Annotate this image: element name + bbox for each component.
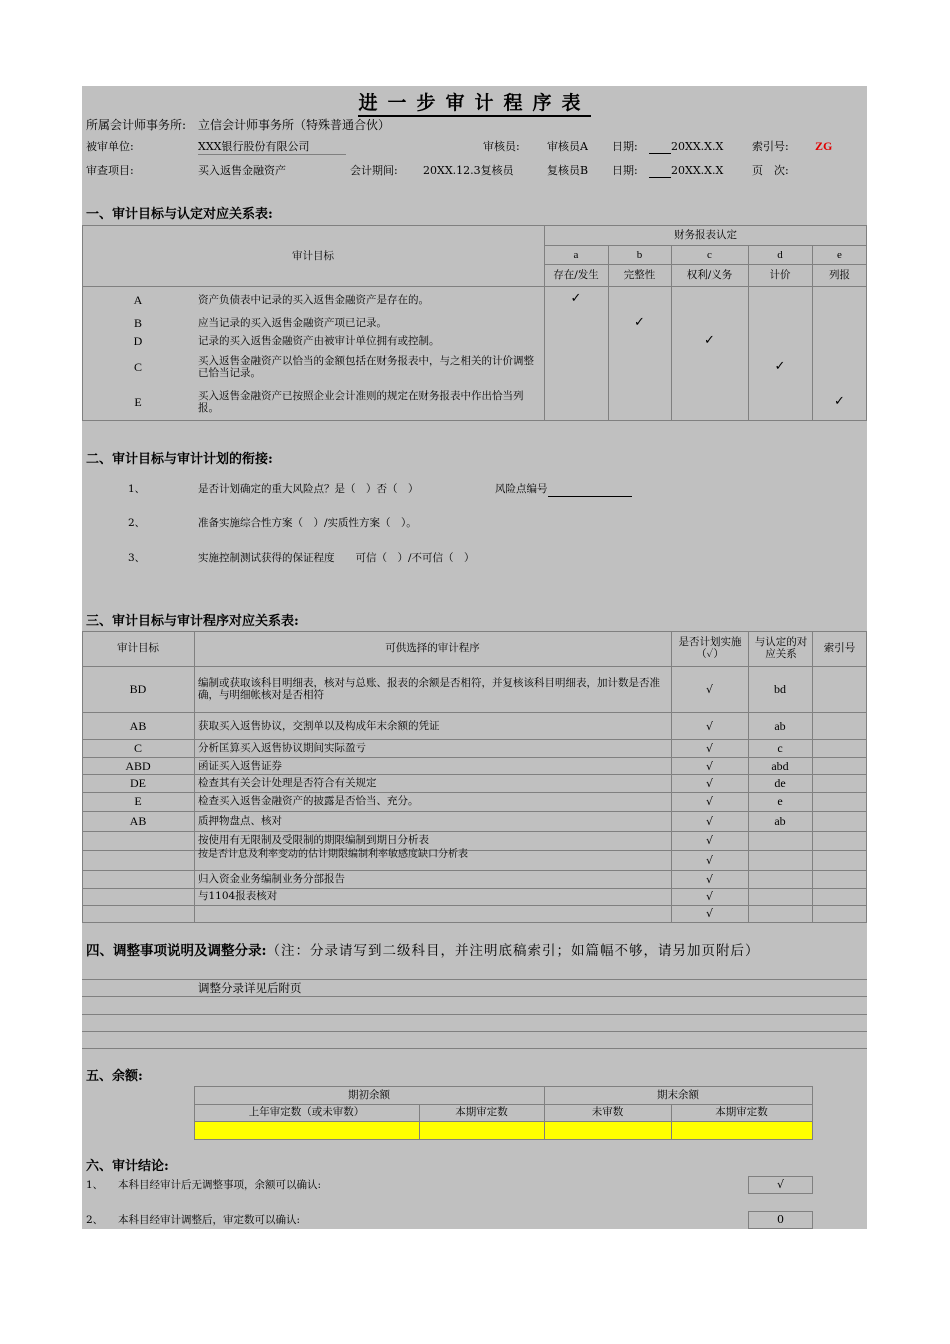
proc-col-index: 索引号 (823, 642, 856, 654)
plan-item-text: 是否计划确定的重大风险点？是（ ）否（ ） (198, 483, 419, 495)
period-label: 会计期间: (350, 164, 398, 177)
goal-code: E (134, 395, 142, 409)
plan-item-num: 2、 (128, 517, 146, 529)
assertion-col-group: 财务报表认定 (674, 229, 737, 241)
goal-text: 资产负债表中记录的买入返售金融资产是存在的。 (198, 294, 429, 306)
proc-col-relation: 与认定的对应关系 (754, 636, 808, 660)
plan-item-num: 1、 (128, 483, 146, 495)
plan-item-text: 实施控制测试获得的保证程度 可信（ ）/不可信（ ） (198, 552, 475, 564)
proc-goal: C (133, 741, 142, 755)
index-value: ZG (815, 139, 833, 153)
proc-planned: √ (705, 720, 713, 733)
goal-code: D (133, 334, 143, 348)
proc-text: 与1104报表核对 (198, 890, 278, 902)
proc-planned: √ (705, 777, 713, 790)
goal-code: C (133, 360, 142, 374)
proc-goal: E (134, 794, 142, 808)
assertion-completeness: 完整性 (623, 269, 656, 281)
goal-text: 买入返售金融资产已按照企业会计准则的规定在财务报表中作出恰当列报。 (198, 390, 524, 414)
page-title: 进一步审计程序表 (82, 88, 867, 115)
goal-text: 应当记录的买入返售金融资产项已记录。 (198, 317, 387, 329)
firm-label: 所属会计师事务所: (86, 118, 187, 132)
conclusion-value[interactable]: √ (748, 1176, 813, 1194)
check-mark: ✓ (634, 315, 645, 330)
date-value-1: 20XX.X.X (649, 140, 723, 154)
check-mark: ✓ (834, 394, 845, 409)
proc-text: 分析匡算买入返售协议期间实际盈亏 (198, 742, 366, 754)
proc-planned: √ (705, 890, 713, 903)
goal-text: 买入返售金融资产以恰当的金额包括在财务报表中，与之相关的计价调整已恰当记录。 (198, 355, 534, 379)
conclusion-num: 1、 (86, 1179, 104, 1191)
item-value: 买入返售金融资产 (198, 164, 286, 177)
balance-col-current-audited: 本期审定数 (455, 1106, 508, 1118)
proc-text: 按使用有无限制及受限制的期限编制到期日分析表 (198, 834, 429, 846)
proc-goal: AB (129, 814, 147, 828)
section1-heading: 一、审计目标与认定对应关系表: (86, 207, 273, 222)
letter-e: e (837, 249, 842, 261)
proc-text: 检查其有关会计处理是否符合有关规定 (198, 777, 377, 789)
letter-d: d (777, 249, 783, 261)
conclusion-value[interactable]: 0 (748, 1211, 813, 1229)
item-label: 审查项目: (86, 164, 134, 177)
audit-sheet (82, 86, 867, 1229)
proc-relation: bd (774, 682, 786, 696)
assertion-rights: 权利/义务 (686, 269, 733, 281)
letter-b: b (636, 249, 643, 261)
conclusion-text: 本科目经审计调整后，审定数可以确认: (118, 1214, 301, 1226)
proc-relation: ab (774, 719, 786, 733)
risk-point-number: 风险点编号 (495, 483, 632, 497)
proc-planned: √ (705, 742, 713, 755)
proc-text: 质押物盘点、核对 (198, 815, 282, 827)
proc-planned: √ (705, 873, 713, 886)
proc-relation: de (774, 776, 786, 790)
proc-col-goal: 审计目标 (117, 642, 159, 654)
reviewer-label: 审核员: (483, 140, 520, 153)
proc-planned: √ (705, 760, 713, 773)
plan-item-num: 3、 (128, 552, 146, 564)
date-value-2: 20XX.X.X (649, 164, 723, 178)
page-label: 页 次: (752, 164, 789, 177)
proc-relation: abd (771, 759, 789, 773)
check-mark: ✓ (774, 359, 786, 374)
proc-text: 获取买入返售协议，交割单以及构成年末余额的凭证 (198, 720, 440, 732)
letter-a: a (573, 249, 579, 261)
balance-closing: 期末余额 (657, 1089, 699, 1101)
section2-heading: 二、审计目标与审计计划的衔接: (86, 452, 273, 467)
client-value: XXX银行股份有限公司 (198, 140, 310, 153)
proc-planned: √ (705, 795, 713, 808)
section4-note: （注：分录请写到二级科目，并注明底稿索引；如篇幅不够，请另加页附后） (266, 943, 760, 959)
balance-opening: 期初余额 (348, 1089, 390, 1101)
reviewer-b: 复核员B (547, 164, 589, 177)
period-value: 20XX.12.3复核员 (423, 164, 514, 177)
proc-goal: BD (129, 682, 147, 696)
assertion-col-goal: 审计目标 (292, 250, 334, 262)
section4-heading-line (86, 943, 759, 959)
conclusion-text: 本科目经审计后无调整事项，余额可以确认: (118, 1179, 322, 1191)
client-underline (198, 154, 346, 155)
proc-text: 检查买入返售金融资产的披露是否恰当、充分。 (198, 795, 419, 807)
assertion-valuation: 计价 (769, 269, 791, 281)
proc-text: 编制或获取该科目明细表，核对与总账、报表的余额是否相符，并复核该科目明细表，加计数是否准确，与明细帐核对是否相符 (198, 677, 660, 701)
proc-planned: √ (705, 834, 713, 847)
adjustment-line-1: 调整分录详见后附页 (198, 981, 302, 995)
proc-text: 函证买入返售证券 (198, 760, 282, 772)
balance-col-closing-audited: 本期审定数 (715, 1106, 768, 1118)
assertion-presentation: 列报 (829, 269, 850, 281)
goal-text: 记录的买入返售金融资产由被审计单位拥有或控制。 (198, 335, 440, 347)
conclusion-num: 2、 (86, 1214, 104, 1226)
proc-relation: c (777, 741, 783, 755)
client-label: 被审单位: (86, 140, 134, 153)
goal-code: B (133, 316, 142, 330)
assertion-existence: 存在/发生 (553, 269, 599, 281)
section3-heading: 三、审计目标与审计程序对应关系表: (86, 614, 299, 629)
proc-planned: √ (705, 907, 713, 920)
check-mark: ✓ (704, 333, 715, 348)
reviewer-a: 审核员A (547, 140, 588, 153)
proc-relation: e (777, 794, 783, 808)
proc-col-procedure: 可供选择的审计程序 (385, 642, 480, 654)
firm-value: 立信会计师事务所（特殊普通合伙） (198, 118, 391, 132)
proc-planned: √ (705, 854, 713, 867)
balance-values-row[interactable] (195, 1122, 812, 1139)
section4-heading: 四、调整事项说明及调整分录: (86, 943, 267, 959)
date-label-2: 日期: (612, 164, 638, 177)
section6-heading: 六、审计结论: (86, 1159, 169, 1174)
proc-goal: ABD (125, 759, 151, 773)
proc-col-planned: 是否计划实施（✓） (678, 636, 742, 660)
check-mark: ✓ (570, 291, 582, 306)
proc-text: 按是否计息及利率变动的估计期限编制利率敏感度缺口分析表 (198, 849, 468, 860)
proc-relation: ab (774, 814, 786, 828)
plan-item-text: 准备实施综合性方案（ ）/实质性方案（ ）。 (198, 517, 417, 529)
proc-planned: √ (705, 815, 713, 828)
balance-col-prior: 上年审定数（或未审数） (248, 1106, 365, 1118)
proc-goal: AB (129, 719, 147, 733)
proc-text: 归入资金业务编制业务分部报告 (198, 873, 345, 885)
balance-col-unaudited: 未审数 (591, 1106, 624, 1118)
proc-planned: √ (705, 683, 713, 696)
date-label-1: 日期: (612, 140, 638, 153)
goal-code: A (133, 293, 143, 307)
section5-heading: 五、余额: (86, 1069, 143, 1084)
proc-goal: DE (130, 776, 146, 790)
index-label: 索引号: (752, 140, 789, 153)
letter-c: c (707, 249, 712, 261)
